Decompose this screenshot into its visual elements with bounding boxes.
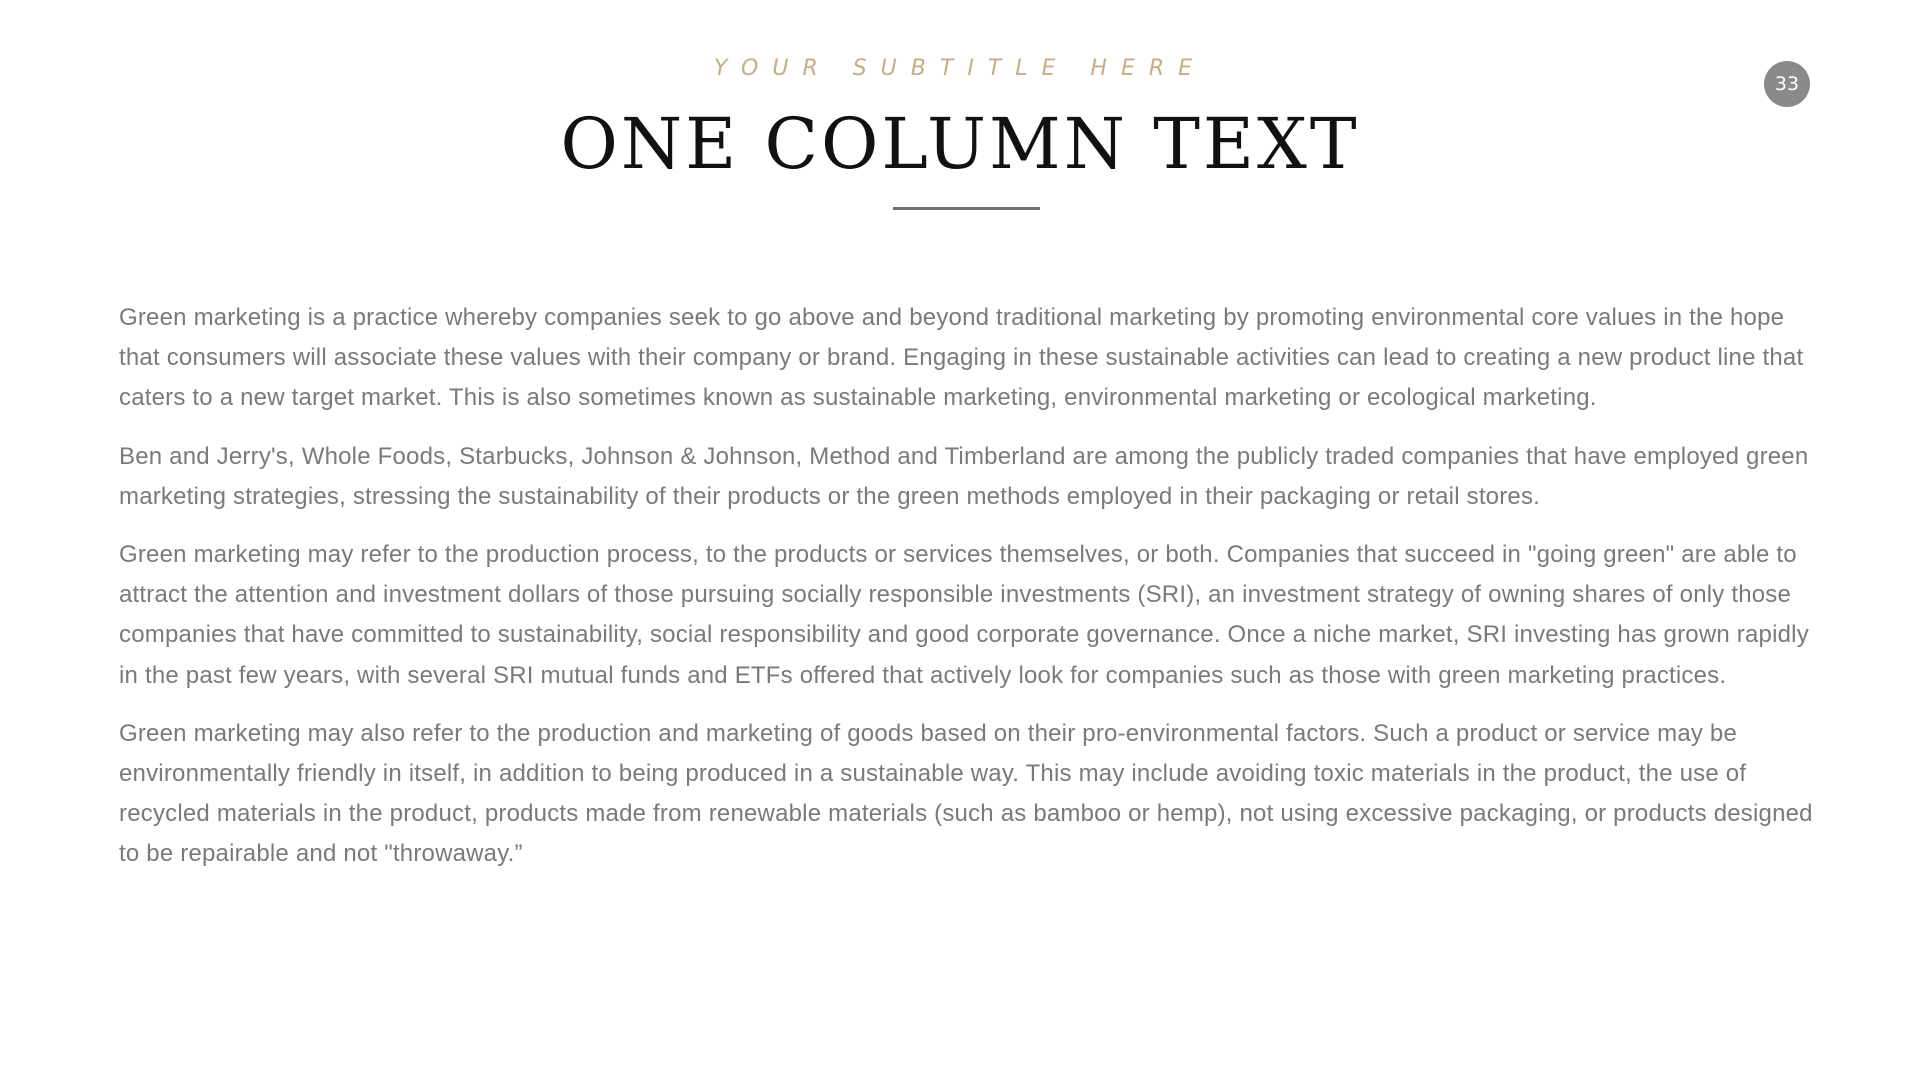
slide-subtitle: YOUR SUBTITLE HERE [713, 56, 1207, 81]
paragraph-4: Green marketing may also refer to the production and marketing of goods based on their pro-environmental factors. Such a product or service may be environmentally friendly in itself, in addition to being produced in a sustainable way. This may include avoiding toxic materials in the product, the use of recycled materials in the product, products made from renewable materials (such as bamboo or hemp), not using excessive packaging, or products designed to be repairable and not "throwaway.” [119, 719, 1813, 868]
title-divider [893, 207, 1040, 210]
page-number-badge: 33 [1764, 61, 1810, 107]
paragraph-3: Green marketing may refer to the production process, to the products or services themselves, or both. Companies that succeed in "going green" are able to attract the attention and investment dollars of those pursuing socially responsible investments (SRI), an investment strategy of owning shares of only those companies that have committed to sustainability, social responsibility and good corporate governance. Once a niche market, SRI investing has grown rapidly in the past few years, with several SRI mutual funds and ETFs offered that actively look for companies such as those with green marketing practices. [119, 541, 1809, 689]
paragraph-1: Green marketing is a practice whereby companies seek to go above and beyond traditional marketing by promoting environmental core values in the hope that consumers will associate these values with their company or brand. Engaging in these sustainable activities can lead to creating a new product line that caters to a new target market. This is also sometimes known as sustainable marketing, environmental marketing or ecological marketing. [119, 304, 1804, 412]
slide-title: ONE COLUMN TEXT [560, 103, 1360, 185]
body-text-column [119, 298, 1819, 893]
paragraph-2: Ben and Jerry's, Whole Foods, Starbucks, Johnson & Johnson, Method and Timberland are among the publicly traded companies that have employed green marketing strategies, stressing the sustainability of their products or the green methods employed in their packaging or retail stores. [119, 442, 1809, 510]
